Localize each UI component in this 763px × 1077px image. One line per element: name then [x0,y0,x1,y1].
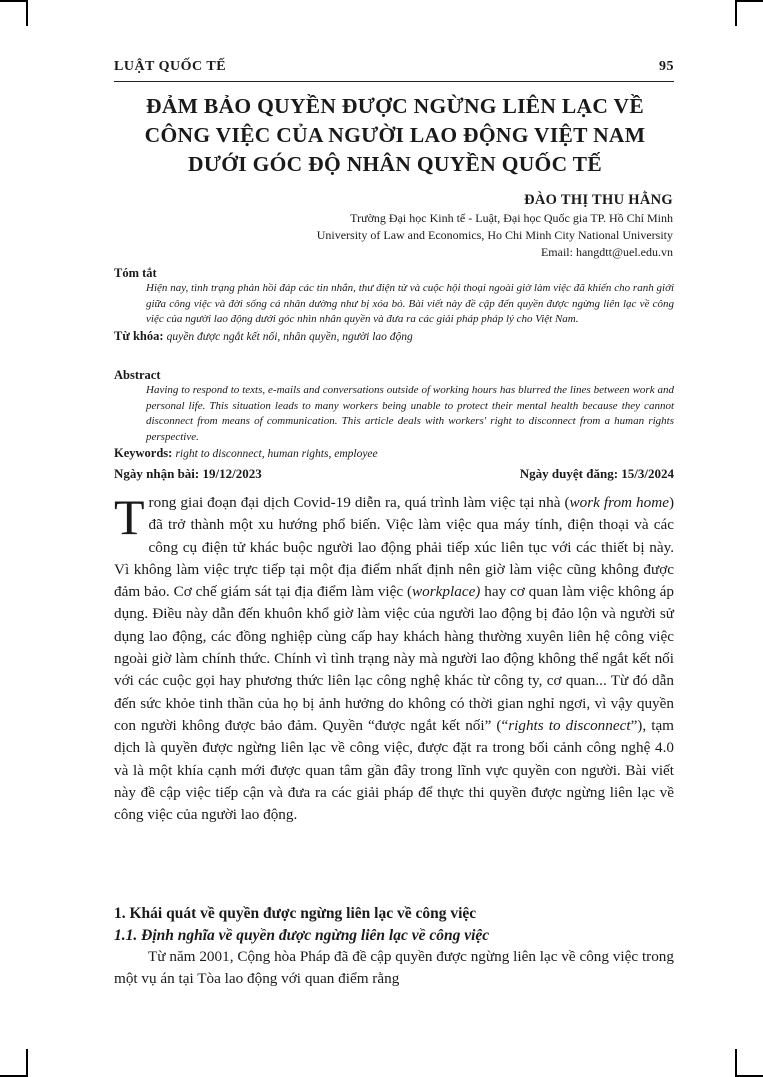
received-date: Ngày nhận bài: 19/12/2023 [114,466,262,481]
running-title: LUẬT QUỐC TẾ [114,59,227,74]
page-number: 95 [659,59,674,74]
article-title [100,92,690,179]
affiliation-en: University of Law and Economics, Ho Chi Minh City National University [316,228,673,242]
title-line: ĐẢM BẢO QUYỀN ĐƯỢC NGỪNG LIÊN LẠC VỀ [146,94,644,118]
keywords-vi-text: quyền được ngắt kết nối, nhân quyền, người lao động [166,330,413,343]
crop-mark [735,0,763,2]
keywords-vi-label: Từ khóa: [114,328,164,343]
abstract-vi [114,265,674,345]
accepted-date: Ngày duyệt đăng: 15/3/2024 [519,466,674,481]
abstract-vi-label: Tóm tắt [114,266,157,280]
abstract-vi-text: Hiện nay, tình trạng phản hồi đáp các tin nhắn, thư điện tử và cuộc hội thoại ngoài giờ làm việc đã khiến cho ranh giới giữa công việc và đời sống cá nhân dường như bị xóa bỏ. Bài viết này đề cập đến quyền được ngừng liên lạc về công việc của người lao động dưới góc nhìn nhân quyền và đưa ra các giải pháp pháp lý cho Việt Nam. [146,282,674,325]
title-line: DƯỚI GÓC ĐỘ NHÂN QUYỀN QUỐC TẾ [188,152,602,176]
abstract-en-text: Having to respond to texts, e-mails and conversations outside of working hours has blurred the lines between work and personal life. This situation leads to many workers being unable to protect their mental health because they cannot disconnect from means of communication. This article deals with workers' right to disconnect from a human rights perspective. [146,384,674,443]
crop-mark [26,0,28,26]
section-heading: 1. Khái quát về quyền được ngừng liên lạc về công việc [114,905,477,922]
crop-mark [0,0,28,2]
author-name: ĐÀO THỊ THU HẰNG [524,192,673,208]
body-emphasis: rights to disconnect [508,716,631,734]
running-header [114,57,674,82]
abstract-en [114,367,674,462]
drop-cap: T [114,489,145,545]
author-block [133,190,673,261]
abstract-en-label: Abstract [114,368,161,382]
keywords-en [114,445,674,462]
keywords-vi [114,328,674,345]
body-text: hay cơ quan làm việc không áp dụng. Điều này dẫn đến khuôn khổ giờ làm việc của người lao động bị đảo lộn và người sử dụng lao động, các đồng nghiệp cùng cấp hay khách hàng thường xuyên liên hệ công việc ngoài giờ làm chính thức. Chính vì tình trạng này mà người lao động không thể ngắt kết nối với các cuộc gọi hay phương thức liên lạc công nghệ khác từ công ty, cơ quan... Từ đó dẫn đến sức khỏe tinh thần của họ bị ảnh hưởng do không có thời gian nghỉ ngơi, vì vậy quyền con người không được bảo đảm. Quyền “được ngắt kết nối” (“ [114,583,674,734]
crop-mark [735,1049,737,1077]
affiliation-vi: Trường Đại học Kinh tế - Luật, Đại học Quốc gia TP. Hồ Chí Minh [350,211,673,225]
body-emphasis: workplace) [412,583,481,601]
body-text: rong giai đoạn đại dịch Covid-19 diễn ra, quá trình làm việc tại nhà ( [148,494,570,511]
keywords-en-text: right to disconnect, human rights, employee [175,448,378,460]
intro-paragraph [114,489,674,826]
body-text: ) đã trở thành một xu hướng phổ biến. Việc làm việc qua máy tính, điện thoại và các công cụ điện tử khác buộc người lao động phải tiếp xúc liên tục với các thiết bị này. Vì không làm việc trực tiếp tại một địa điểm nhất định nên giờ làm việc cũng không được đảm bảo. Cơ chế giám sát tại địa điểm làm việc ( [114,494,674,601]
title-line: CÔNG VIỆC CỦA NGƯỜI LAO ĐỘNG VIỆT NAM [144,123,646,147]
crop-mark [26,1049,28,1077]
article-dates [114,466,674,484]
body-text: ”), tạm dịch là quyền được ngừng liên lạc về công việc, được đặt ra trong bối cảnh công nghệ 4.0 và là một khía cạnh mới được quan tâm gần đây trong lĩnh vực quyền con người. Bài viết này đề cập việc tiếp cận và đưa ra các giải pháp để thực thi quyền được ngừng liên lạc về công việc của người lao động. [114,716,674,824]
crop-mark [735,0,737,26]
body-emphasis: work from home [569,494,669,511]
section-paragraph: Từ năm 2001, Cộng hòa Pháp đã đề cập quyền được ngừng liên lạc về công việc trong một vụ án tại Tòa lao động với quan điểm rằng [114,948,674,988]
author-email: Email: hangdtt@uel.edu.vn [540,245,673,259]
subsection-heading: 1.1. Định nghĩa về quyền được ngừng liên lạc về công việc [114,927,490,944]
keywords-en-label: Keywords: [114,446,173,460]
